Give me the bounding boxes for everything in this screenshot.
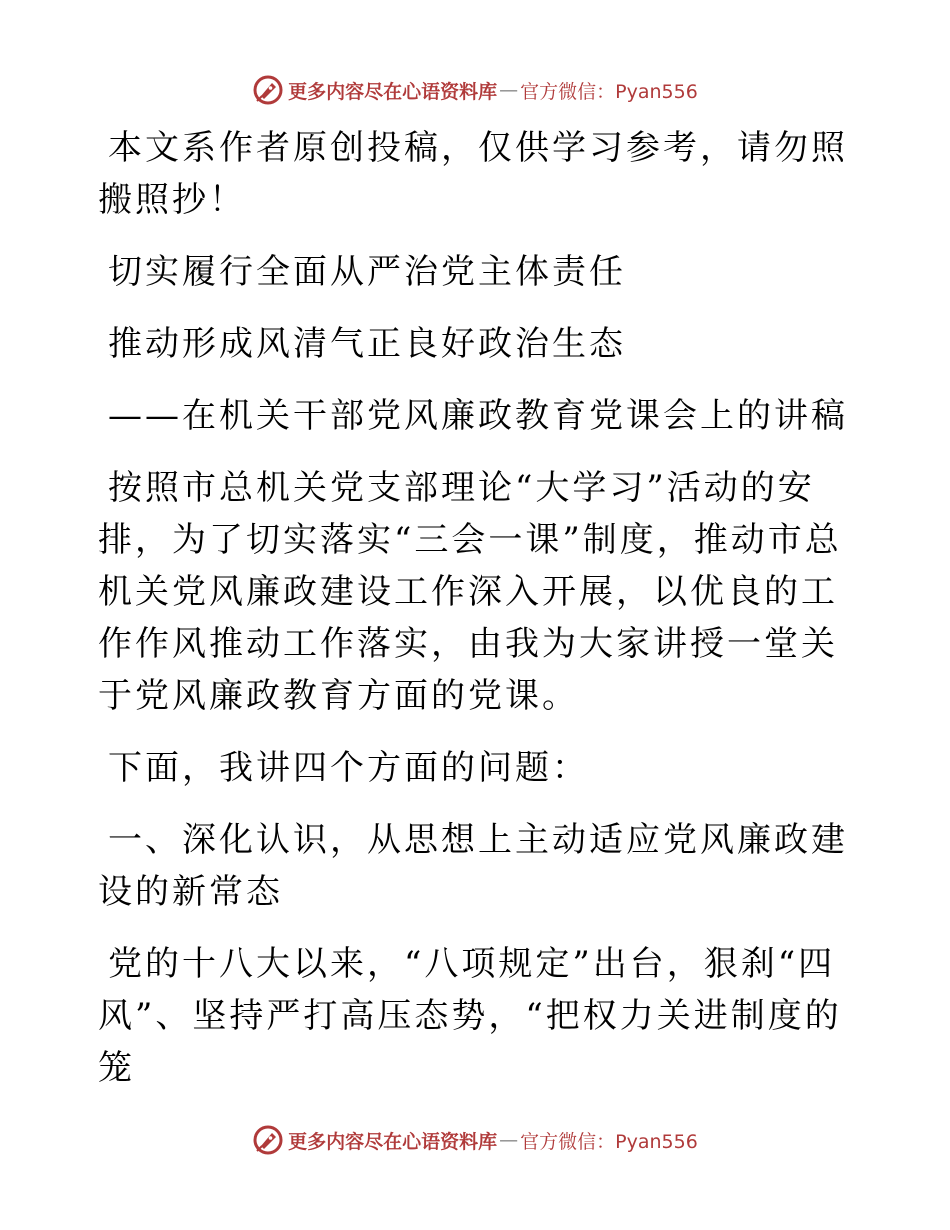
section-heading-1: 一、深化认识，从思想上主动适应党风廉政建设的新常态 xyxy=(98,820,848,912)
watermark-separator: — xyxy=(499,1129,519,1151)
subtitle: ——在机关干部党风廉政教育党课会上的讲稿 xyxy=(108,396,848,436)
watermark-brand: 更多内容尽在心语资料库 xyxy=(288,80,498,103)
document-body xyxy=(98,122,858,1114)
watermark-brand: 更多内容尽在心语资料库 xyxy=(288,1130,498,1153)
pen-nib-logo-icon xyxy=(252,74,284,106)
intro-paragraph: 按照市总机关党支部理论“大学习”活动的安排，为了切实落实“三会一课”制度，推动市总机关党风廉政建设工作深入开展，以优良的工作作风推动工作落实，由我为大家讲授一堂关于党风廉政教育方面的党课。 xyxy=(98,468,842,716)
body-paragraph: 党的十八大以来，“八项规定”出台，狠刹“四风”、坚持严打高压态势，“把权力关进制度的笼 xyxy=(98,944,842,1088)
pen-nib-logo-icon xyxy=(252,1124,284,1156)
copyright-notice: 本文系作者原创投稿，仅供学习参考，请勿照搬照抄！ xyxy=(98,128,848,220)
title-line-2: 推动形成风清气正良好政治生态 xyxy=(108,324,626,364)
outline-intro: 下面，我讲四个方面的问题： xyxy=(108,748,589,788)
footer-watermark xyxy=(0,1120,950,1160)
watermark-contact: 官方微信：Pyan556 xyxy=(520,1130,698,1153)
header-watermark xyxy=(0,70,950,110)
watermark-separator: — xyxy=(499,79,519,101)
watermark-contact: 官方微信：Pyan556 xyxy=(520,80,698,103)
title-line-1: 切实履行全面从严治党主体责任 xyxy=(108,252,626,292)
